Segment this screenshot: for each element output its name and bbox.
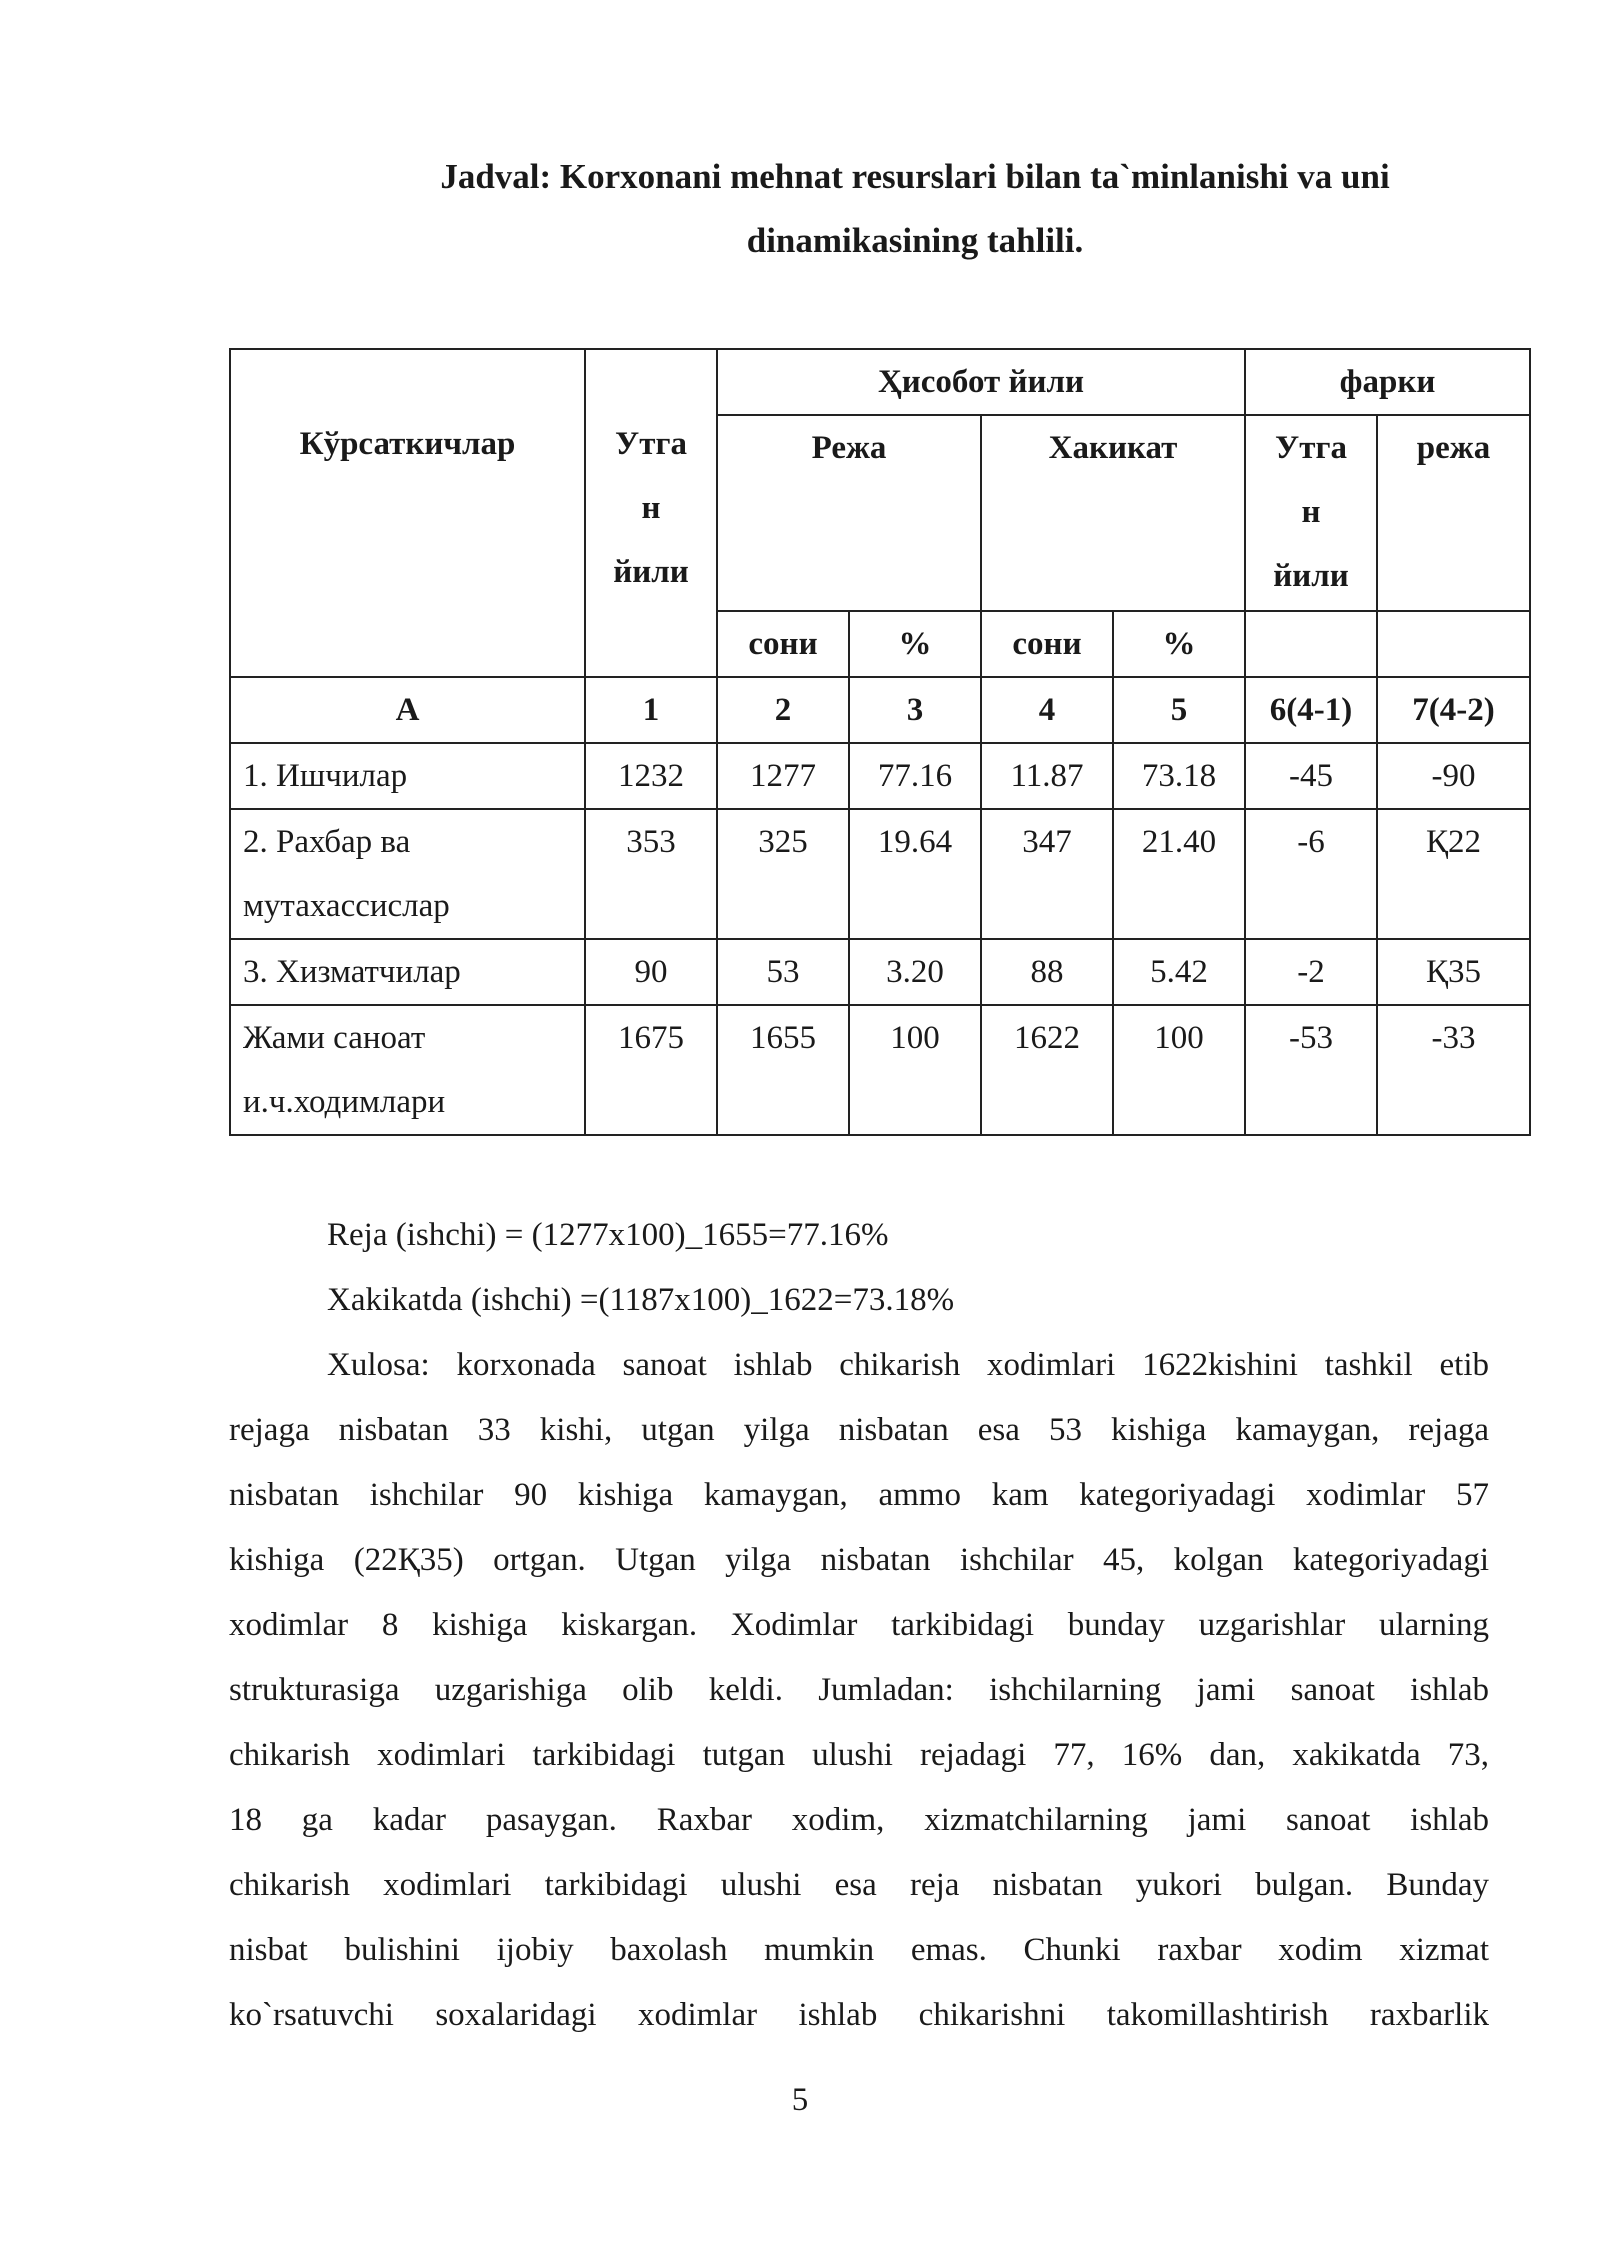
table-cell: 5.42: [1113, 939, 1245, 1005]
index-row: [230, 677, 1530, 743]
table-cell: 1277: [717, 743, 849, 809]
table-cell: 21.40: [1113, 809, 1245, 939]
table-cell: 90: [585, 939, 717, 1005]
header-count: сони: [981, 611, 1113, 677]
table-cell: -53: [1245, 1005, 1377, 1135]
row-label: Жами саноат и.ч.ходимлари: [230, 1005, 585, 1135]
table-cell: 347: [981, 809, 1113, 939]
table-cell: Қ35: [1377, 939, 1530, 1005]
header-diff-plan: режа: [1377, 415, 1530, 611]
index-cell: 5: [1113, 677, 1245, 743]
table-cell: 88: [981, 939, 1113, 1005]
table-row: [230, 809, 1530, 939]
header-prev-year: Утга н йили: [585, 349, 717, 677]
title-line-1: Jadval: Korxonani mehnat resurslari bilan ta`minlanishi va uni: [440, 157, 1390, 196]
table-cell: 77.16: [849, 743, 981, 809]
header-empty: [1245, 611, 1377, 677]
paragraph-line: kishiga (22Қ35) ortgan. Utgan yilga nisbatan ishchilar 45, kolgan kategoriyadagi: [229, 1542, 1489, 1578]
title-line-2: dinamikasining tahlili.: [746, 221, 1084, 260]
table-cell: 1675: [585, 1005, 717, 1135]
table-cell: -45: [1245, 743, 1377, 809]
header-actual: Хакикат: [981, 415, 1245, 611]
row-label: 1. Ишчилар: [230, 743, 585, 809]
table-cell: -90: [1377, 743, 1530, 809]
index-cell: 2: [717, 677, 849, 743]
header-diff-prev-year: Утга н йили: [1245, 415, 1377, 611]
conclusion-paragraph: [229, 1333, 1489, 2048]
paragraph-line: ko`rsatuvchi soxalaridagi xodimlar ishlab chikarishni takomillashtirish raxbarlik: [229, 1997, 1489, 2033]
table-cell: 353: [585, 809, 717, 939]
header-percent: %: [849, 611, 981, 677]
table-cell: 53: [717, 939, 849, 1005]
paragraph-line: xodimlar 8 kishiga kiskargan. Xodimlar tarkibidagi bunday uzgarishlar ularning: [229, 1607, 1489, 1643]
paragraph-line: chikarish xodimlari tarkibidagi ulushi esa reja nisbatan yukori bulgan. Bunday: [229, 1867, 1489, 1903]
row-label: 3. Хизматчилар: [230, 939, 585, 1005]
header-percent: %: [1113, 611, 1245, 677]
table-cell: 100: [1113, 1005, 1245, 1135]
paragraph-line: strukturasiga uzgarishiga olib keldi. Jumladan: ishchilarning jami sanoat ishlab: [229, 1672, 1489, 1708]
index-cell: 1: [585, 677, 717, 743]
table-cell: 1232: [585, 743, 717, 809]
formula-actual: Xakikatda (ishchi) =(1187x100)_1622=73.18%: [327, 1282, 955, 1318]
paragraph-line: nisbat bulishini ijobiy baxolash mumkin emas. Chunki raxbar xodim xizmat: [229, 1932, 1489, 1968]
paragraph-line: Xulosa: korxonada sanoat ishlab chikarish xodimlari 1622kishini tashkil etib: [327, 1347, 1489, 1383]
table-cell: 1655: [717, 1005, 849, 1135]
table-cell: -6: [1245, 809, 1377, 939]
header-report-year: Ҳисобот йили: [717, 349, 1245, 415]
table-cell: Қ22: [1377, 809, 1530, 939]
header-difference: фарки: [1245, 349, 1530, 415]
paragraph-line: 18 ga kadar pasaygan. Raxbar xodim, xizmatchilarning jami sanoat ishlab: [229, 1802, 1489, 1838]
table-row-total: [230, 1005, 1530, 1135]
table-cell: 19.64: [849, 809, 981, 939]
index-cell: 3: [849, 677, 981, 743]
workforce-table: [229, 348, 1531, 1136]
index-cell: 7(4-2): [1377, 677, 1530, 743]
table-row: [230, 939, 1530, 1005]
table-cell: 3.20: [849, 939, 981, 1005]
header-empty: [1377, 611, 1530, 677]
paragraph-line: rejaga nisbatan 33 kishi, utgan yilga nisbatan esa 53 kishiga kamaygan, rejaga: [229, 1412, 1489, 1448]
table-cell: -2: [1245, 939, 1377, 1005]
table-cell: 73.18: [1113, 743, 1245, 809]
header-indicators: Кўрсаткичлар: [230, 349, 585, 677]
table-cell: 100: [849, 1005, 981, 1135]
table-cell: 1622: [981, 1005, 1113, 1135]
index-cell: 6(4-1): [1245, 677, 1377, 743]
formula-plan: Reja (ishchi) = (1277x100)_1655=77.16%: [327, 1217, 889, 1253]
header-plan: Режа: [717, 415, 981, 611]
paragraph-line: nisbatan ishchilar 90 kishiga kamaygan, ammo kam kategoriyadagi xodimlar 57: [229, 1477, 1489, 1513]
index-cell: 4: [981, 677, 1113, 743]
table-title: [230, 145, 1600, 273]
index-cell: А: [230, 677, 585, 743]
header-count: сони: [717, 611, 849, 677]
page-number: 5: [791, 2082, 809, 2118]
table-cell: 11.87: [981, 743, 1113, 809]
paragraph-line: chikarish xodimlari tarkibidagi tutgan ulushi rejadagi 77, 16% dan, xakikatda 73,: [229, 1737, 1489, 1773]
row-label: 2. Рахбар ва мутахассислар: [230, 809, 585, 939]
table-cell: -33: [1377, 1005, 1530, 1135]
table-cell: 325: [717, 809, 849, 939]
table-row: [230, 743, 1530, 809]
